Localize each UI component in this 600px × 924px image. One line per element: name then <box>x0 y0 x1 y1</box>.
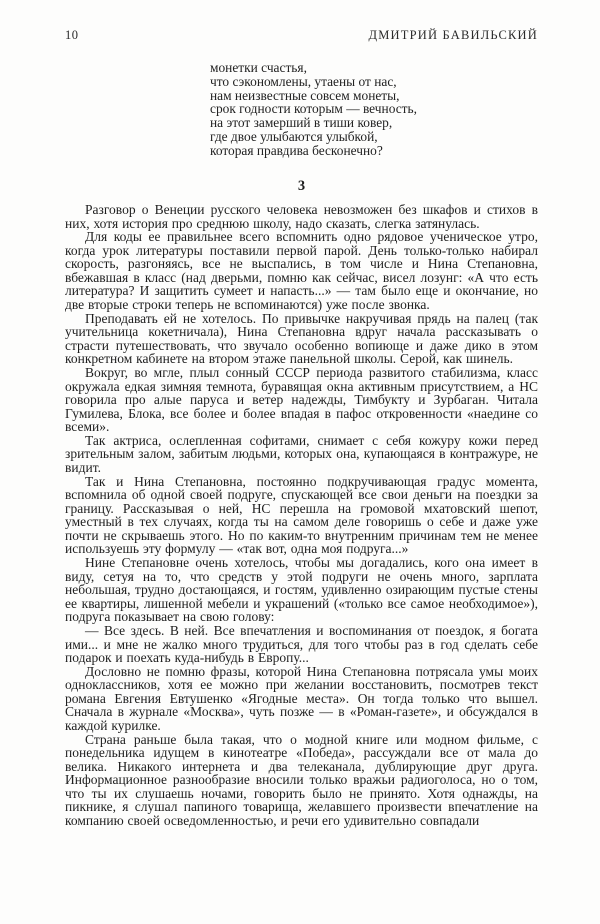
paragraph: Нине Степановне очень хотелось, чтобы мы догадались, кого она имеет в виду, сетуя на то, что средств у этой подруги не очень много, зарплата небольшая, трудно достающаяся, и гостям, удивленно озирающим пустые стены ее квартиры, лишенной мебели и украшений («только все самое необходимое»), подруга показывает на свою голову: <box>65 555 538 625</box>
chapter-number-heading: 3 <box>297 178 306 194</box>
paragraph: Разговор о Венеции русского человека невозможен без шкафов и стихов в них, хотя история про среднюю школу, надо сказать, слегка затянулась. <box>65 202 538 231</box>
paragraph: Так актриса, ослепленная софитами, снимает с себя кожуру кожи перед зрительным залом, забитым людьми, которых она, купающаяся в контражуре, не видит. <box>65 432 538 475</box>
poem-line: что сэкономлены, утаены от нас, <box>210 73 397 89</box>
running-header <box>65 28 538 43</box>
epigraph-poem <box>210 61 417 157</box>
poem-line: на этот замерший в тиши ковер, <box>210 115 393 130</box>
page-number: 10 <box>65 28 79 42</box>
running-head-author: ДМИТРИЙ БАВИЛЬСКИЙ <box>368 28 538 42</box>
poem-line: где двое улыбаются улыбкой, <box>210 128 378 144</box>
poem-line: монетки счастья, <box>210 60 307 75</box>
paragraph: Для коды ее правильнее всего вспомнить одно рядовое ученическое утро, когда урок литературы поставили первой парой. День только-только набирал скорость, разгоняясь, все не выспались, в том числе и Нина Степановна, вбежавшая в класс (над дверьми, помню как сейчас, висел лозунг: «А что есть литература? И защитить сумеет и напасть...» — там было еще и окончание, но две вторые строки теперь не вспоминаются) уже после звонка. <box>65 229 538 313</box>
poem-line: которая правдива бесконечно? <box>210 142 383 158</box>
paragraph: Так и Нина Степановна, постоянно подкручивающая градус момента, вспомнила об одной своей подруге, спускающей все свои деньги на поездки за границу. Рассказывая о ней, НС перешла на громовой мхатовский шепот, уместный в тех случаях, когда ты на самом деле говоришь о себе и даже уже почти не скрываешь этого. Но по каким-то внутренним причинам тем не менее используешь эту формулу — «так вот, одна моя подруга...» <box>65 473 538 557</box>
paragraph: Страна раньше была такая, что о модной книге или модном фильме, с понедельника идущем в кинотеатре «Победа», рассуждали все от мала до велика. Никакого интернета и два телеканала, дублирующие друг друга. Информационное разнообразие вносили только вражьи радиоголоса, но о том, что ты их слушаешь ночами, говорить было не принято. Хотя однажды, на пикнике, я слушал папиного товарища, желавшего произвести впечатление на компанию своей осведомленностью, и речи его удивительно совпадали <box>65 731 538 829</box>
paragraph: — Все здесь. В ней. Все впечатления и воспоминания от поездок, я богата ими... и мне не жалко много трудиться, для того чтобы раз в год сделать себе подарок и поехать куда-нибудь в Европу... <box>65 622 538 666</box>
poem-line: срок годности которым — вечность, <box>210 101 417 117</box>
paragraph: Преподавать ей не хотелось. По привычке накручивая прядь на палец (так учительница кокетничала), Нина Степановна вдруг начала рассказывать о страсти путешествовать, что звучало особенно вопиюще и даже дико в этом конкретном кабинете на втором этаже панельной школы. Серой, как шинель. <box>65 310 538 367</box>
poem-line: нам неизвестные совсем монеты, <box>210 87 400 103</box>
body-text <box>65 203 538 828</box>
paragraph: Вокруг, во мгле, плыл сонный СССР периода развитого стабилизма, класс окружала едкая зимняя темнота, буравящая окна активным присутствием, а НС говорила про алые паруса и ветер надежды, Тимбукту и Зурбаган. Читала Гумилева, Блока, все более и более впадая в пафос откровенности «наедине со всеми». <box>65 364 538 435</box>
paragraph: Дословно не помню фразы, которой Нина Степановна потрясала умы моих одноклассников, хотя ее можно при желании восстановить, посмотрев текст романа Евгения Евтушенко «Ягодные места». Он тогда только что вышел. Сначала в журнале «Москва», чуть позже — в «Роман-газете», и обсуждался в каждой курилке. <box>65 663 538 733</box>
